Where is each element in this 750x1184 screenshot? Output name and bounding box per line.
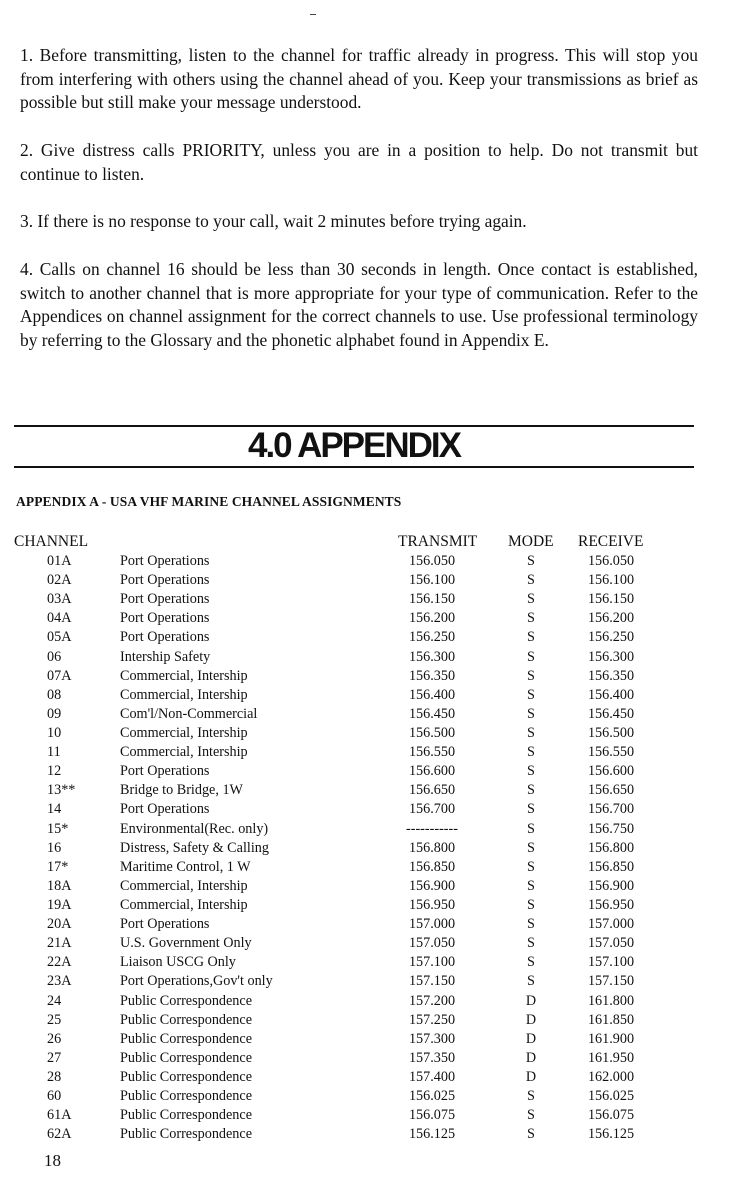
transmit-cell: 156.025 bbox=[408, 1088, 456, 1105]
receive-cell: 156.750 bbox=[587, 820, 635, 837]
table-row bbox=[0, 1049, 750, 1068]
channel-cell: 04A bbox=[47, 610, 72, 627]
description-cell: Intership Safety bbox=[120, 648, 211, 665]
table-row bbox=[0, 953, 750, 972]
transmit-cell: 156.200 bbox=[408, 610, 456, 627]
receive-cell: 156.950 bbox=[587, 896, 635, 913]
description-cell: Port Operations bbox=[120, 610, 210, 627]
description-cell: Public Correspondence bbox=[120, 1088, 252, 1105]
instruction-paragraph-4: 4. Calls on channel 16 should be less than 30 seconds in length. Once contact is established, switch to another channel that is more appropriate for your type of communication. Refer to the Appendices on channel assignment for the correct channels to use. Use professional terminology by referring to the Glossary and the phonetic alphabet found in Appendix E. bbox=[20, 259, 698, 350]
description-cell: Port Operations bbox=[120, 916, 210, 933]
mode-cell: D bbox=[525, 992, 537, 1009]
transmit-cell: 156.950 bbox=[408, 896, 456, 913]
transmit-cell: 156.900 bbox=[408, 877, 456, 894]
mode-cell: S bbox=[527, 744, 535, 761]
table-row bbox=[0, 1125, 750, 1144]
description-cell: Public Correspondence bbox=[120, 1011, 252, 1028]
mode-cell: S bbox=[527, 954, 535, 971]
description-cell: Port Operations bbox=[120, 553, 210, 569]
table-row bbox=[0, 648, 750, 667]
description-cell: Port Operations bbox=[120, 572, 210, 589]
page-mark bbox=[310, 14, 316, 15]
channel-cell: 17* bbox=[47, 858, 69, 875]
mode-cell: S bbox=[527, 591, 535, 608]
channel-cell: 20A bbox=[47, 916, 72, 933]
description-cell: Environmental(Rec. only) bbox=[120, 820, 269, 837]
table-row bbox=[0, 1011, 750, 1030]
description-cell: Port Operations bbox=[120, 591, 210, 608]
channel-cell: 21A bbox=[47, 935, 72, 952]
description-cell: Public Correspondence bbox=[120, 1030, 252, 1047]
receive-cell: 156.125 bbox=[587, 1126, 635, 1143]
transmit-cell: 156.600 bbox=[408, 763, 456, 780]
description-cell: Commercial, Intership bbox=[120, 667, 248, 684]
table-row bbox=[0, 972, 750, 991]
transmit-cell: 157.050 bbox=[408, 935, 456, 952]
channel-cell: 16 bbox=[47, 839, 62, 856]
transmit-cell: 156.700 bbox=[408, 801, 456, 818]
transmit-cell: 156.100 bbox=[408, 572, 456, 589]
mode-cell: S bbox=[527, 724, 535, 741]
mode-cell: D bbox=[525, 1049, 537, 1066]
mode-cell: S bbox=[527, 896, 535, 913]
table-row bbox=[0, 552, 750, 571]
mode-cell: S bbox=[527, 1107, 535, 1124]
channel-cell: 03A bbox=[47, 591, 72, 608]
description-cell: Port Operations bbox=[120, 629, 210, 646]
channel-cell: 27 bbox=[47, 1049, 62, 1066]
receive-cell: 162.000 bbox=[587, 1068, 635, 1085]
transmit-cell: ----------- bbox=[406, 820, 458, 837]
description-cell: Com'l/Non-Commercial bbox=[120, 705, 258, 722]
receive-cell: 161.950 bbox=[587, 1049, 635, 1066]
receive-cell: 156.300 bbox=[587, 648, 635, 665]
transmit-cell: 156.650 bbox=[408, 782, 456, 799]
transmit-cell: 156.250 bbox=[408, 629, 456, 646]
description-cell: Commercial, Intership bbox=[120, 877, 248, 894]
description-cell: Commercial, Intership bbox=[120, 686, 248, 703]
channel-table bbox=[0, 552, 750, 1144]
description-cell: Port Operations,Gov't only bbox=[120, 973, 273, 990]
mode-cell: S bbox=[527, 858, 535, 875]
channel-cell: 06 bbox=[47, 648, 62, 665]
table-row bbox=[0, 839, 750, 858]
transmit-cell: 157.100 bbox=[408, 954, 456, 971]
channel-cell: 28 bbox=[47, 1068, 62, 1085]
channel-cell: 62A bbox=[47, 1126, 72, 1143]
mode-cell: S bbox=[527, 935, 535, 952]
channel-cell: 23A bbox=[47, 973, 72, 990]
receive-cell: 161.900 bbox=[587, 1030, 635, 1047]
channel-cell: 25 bbox=[47, 1011, 62, 1028]
table-row bbox=[0, 800, 750, 819]
transmit-cell: 157.200 bbox=[408, 992, 456, 1009]
table-row bbox=[0, 724, 750, 743]
channel-cell: 61A bbox=[47, 1107, 72, 1124]
table-row bbox=[0, 858, 750, 877]
transmit-cell: 156.550 bbox=[408, 744, 456, 761]
mode-cell: S bbox=[527, 667, 535, 684]
appendix-title: 4.0 APPENDIX bbox=[247, 426, 460, 465]
mode-cell: S bbox=[527, 763, 535, 780]
transmit-cell: 157.400 bbox=[408, 1068, 456, 1085]
channel-cell: 07A bbox=[47, 667, 72, 684]
mode-cell: S bbox=[527, 686, 535, 703]
receive-cell: 156.500 bbox=[587, 724, 635, 741]
receive-cell: 161.800 bbox=[587, 992, 635, 1009]
channel-cell: 08 bbox=[47, 686, 62, 703]
transmit-cell: 157.250 bbox=[408, 1011, 456, 1028]
receive-cell: 156.700 bbox=[587, 801, 635, 818]
mode-cell: S bbox=[527, 801, 535, 818]
table-row bbox=[0, 1106, 750, 1125]
table-row bbox=[0, 915, 750, 934]
description-cell: Distress, Safety & Calling bbox=[120, 839, 269, 856]
mode-cell: S bbox=[527, 839, 535, 856]
description-cell: Liaison USCG Only bbox=[120, 954, 236, 971]
description-cell: Public Correspondence bbox=[120, 1107, 252, 1124]
description-cell: Port Operations bbox=[120, 801, 210, 818]
table-row bbox=[0, 820, 750, 839]
receive-cell: 156.800 bbox=[587, 839, 635, 856]
receive-cell: 156.400 bbox=[587, 686, 635, 703]
mode-cell: S bbox=[527, 705, 535, 722]
receive-cell: 157.000 bbox=[587, 916, 635, 933]
mode-cell: S bbox=[527, 610, 535, 627]
mode-cell: S bbox=[527, 629, 535, 646]
mode-cell: S bbox=[527, 1088, 535, 1105]
description-cell: Port Operations bbox=[120, 763, 210, 780]
transmit-cell: 156.350 bbox=[408, 667, 456, 684]
table-row bbox=[0, 705, 750, 724]
mode-cell: S bbox=[527, 916, 535, 933]
channel-cell: 24 bbox=[47, 992, 62, 1009]
instruction-paragraph-2: 2. Give distress calls PRIORITY, unless you are in a position to help. Do not transmit but continue to listen. bbox=[20, 140, 698, 184]
channel-cell: 09 bbox=[47, 705, 62, 722]
table-row bbox=[0, 934, 750, 953]
description-cell: Commercial, Intership bbox=[120, 896, 248, 913]
table-row bbox=[0, 896, 750, 915]
transmit-cell: 156.125 bbox=[408, 1126, 456, 1143]
description-cell: Public Correspondence bbox=[120, 992, 252, 1009]
instruction-paragraph-3: 3. If there is no response to your call, wait 2 minutes before trying again. bbox=[20, 211, 527, 231]
receive-cell: 156.050 bbox=[587, 553, 635, 569]
mode-cell: D bbox=[525, 1068, 537, 1085]
instruction-paragraph-1: 1. Before transmitting, listen to the channel for traffic already in progress. This will stop you from interfering with others using the channel ahead of you. Keep your transmissions as brief as possible but still make your message understood. bbox=[20, 45, 698, 112]
mode-cell: S bbox=[527, 877, 535, 894]
channel-cell: 22A bbox=[47, 954, 72, 971]
channel-cell: 18A bbox=[47, 877, 72, 894]
transmit-cell: 156.150 bbox=[408, 591, 456, 608]
channel-cell: 01A bbox=[47, 553, 72, 569]
receive-cell: 156.650 bbox=[587, 782, 635, 799]
table-row bbox=[0, 877, 750, 896]
table-row bbox=[0, 1087, 750, 1106]
transmit-cell: 156.500 bbox=[408, 724, 456, 741]
table-row bbox=[0, 1030, 750, 1049]
mode-cell: D bbox=[525, 1030, 537, 1047]
mode-cell: S bbox=[527, 1126, 535, 1143]
transmit-cell: 157.350 bbox=[408, 1049, 456, 1066]
header-mode: MODE bbox=[508, 533, 554, 550]
receive-cell: 156.900 bbox=[587, 877, 635, 894]
description-cell: U.S. Government Only bbox=[120, 935, 252, 952]
description-cell: Commercial, Intership bbox=[120, 744, 248, 761]
channel-cell: 26 bbox=[47, 1030, 62, 1047]
table-row bbox=[0, 590, 750, 609]
table-row bbox=[0, 762, 750, 781]
receive-cell: 157.150 bbox=[587, 973, 635, 990]
channel-cell: 13** bbox=[47, 782, 76, 799]
table-row bbox=[0, 781, 750, 800]
header-receive: RECEIVE bbox=[578, 533, 644, 550]
channel-cell: 15* bbox=[47, 820, 69, 837]
description-cell: Maritime Control, 1 W bbox=[120, 858, 251, 875]
appendix-subtitle: APPENDIX A - USA VHF MARINE CHANNEL ASSIGNMENTS bbox=[16, 494, 402, 509]
transmit-cell: 156.300 bbox=[408, 648, 456, 665]
channel-cell: 02A bbox=[47, 572, 72, 589]
transmit-cell: 156.050 bbox=[408, 553, 456, 569]
mode-cell: S bbox=[527, 572, 535, 589]
header-transmit: TRANSMIT bbox=[398, 533, 478, 550]
description-cell: Public Correspondence bbox=[120, 1049, 252, 1066]
description-cell: Commercial, Intership bbox=[120, 724, 248, 741]
receive-cell: 156.025 bbox=[587, 1088, 635, 1105]
transmit-cell: 156.075 bbox=[408, 1107, 456, 1124]
receive-cell: 157.050 bbox=[587, 935, 635, 952]
transmit-cell: 157.000 bbox=[408, 916, 456, 933]
receive-cell: 156.450 bbox=[587, 705, 635, 722]
receive-cell: 156.150 bbox=[587, 591, 635, 608]
table-row bbox=[0, 609, 750, 628]
transmit-cell: 156.850 bbox=[408, 858, 456, 875]
mode-cell: D bbox=[525, 1011, 537, 1028]
receive-cell: 156.850 bbox=[587, 858, 635, 875]
description-cell: Bridge to Bridge, 1W bbox=[120, 782, 243, 799]
description-cell: Public Correspondence bbox=[120, 1126, 252, 1143]
title-rule-bottom bbox=[14, 466, 694, 468]
transmit-cell: 156.800 bbox=[408, 839, 456, 856]
channel-cell: 05A bbox=[47, 629, 72, 646]
transmit-cell: 156.400 bbox=[408, 686, 456, 703]
receive-cell: 156.600 bbox=[587, 763, 635, 780]
receive-cell: 156.250 bbox=[587, 629, 635, 646]
transmit-cell: 156.450 bbox=[408, 705, 456, 722]
channel-cell: 19A bbox=[47, 896, 72, 913]
receive-cell: 156.100 bbox=[587, 572, 635, 589]
receive-cell: 156.075 bbox=[587, 1107, 635, 1124]
receive-cell: 157.100 bbox=[587, 954, 635, 971]
receive-cell: 161.850 bbox=[587, 1011, 635, 1028]
channel-cell: 11 bbox=[47, 744, 61, 761]
channel-cell: 12 bbox=[47, 763, 62, 780]
receive-cell: 156.550 bbox=[587, 744, 635, 761]
channel-cell: 14 bbox=[47, 801, 62, 818]
channel-cell: 10 bbox=[47, 724, 62, 741]
table-row bbox=[0, 667, 750, 686]
receive-cell: 156.200 bbox=[587, 610, 635, 627]
page-number: 18 bbox=[44, 1151, 61, 1170]
channel-cell: 60 bbox=[47, 1088, 62, 1105]
transmit-cell: 157.150 bbox=[408, 973, 456, 990]
table-row bbox=[0, 628, 750, 647]
table-row bbox=[0, 743, 750, 762]
receive-cell: 156.350 bbox=[587, 667, 635, 684]
mode-cell: S bbox=[527, 648, 535, 665]
table-row bbox=[0, 992, 750, 1011]
table-row bbox=[0, 686, 750, 705]
table-row bbox=[0, 1068, 750, 1087]
mode-cell: S bbox=[527, 973, 535, 990]
mode-cell: S bbox=[527, 782, 535, 799]
mode-cell: S bbox=[527, 820, 535, 837]
description-cell: Public Correspondence bbox=[120, 1068, 252, 1085]
table-row bbox=[0, 571, 750, 590]
header-channel: CHANNEL bbox=[14, 533, 89, 550]
transmit-cell: 157.300 bbox=[408, 1030, 456, 1047]
mode-cell: S bbox=[527, 553, 535, 569]
